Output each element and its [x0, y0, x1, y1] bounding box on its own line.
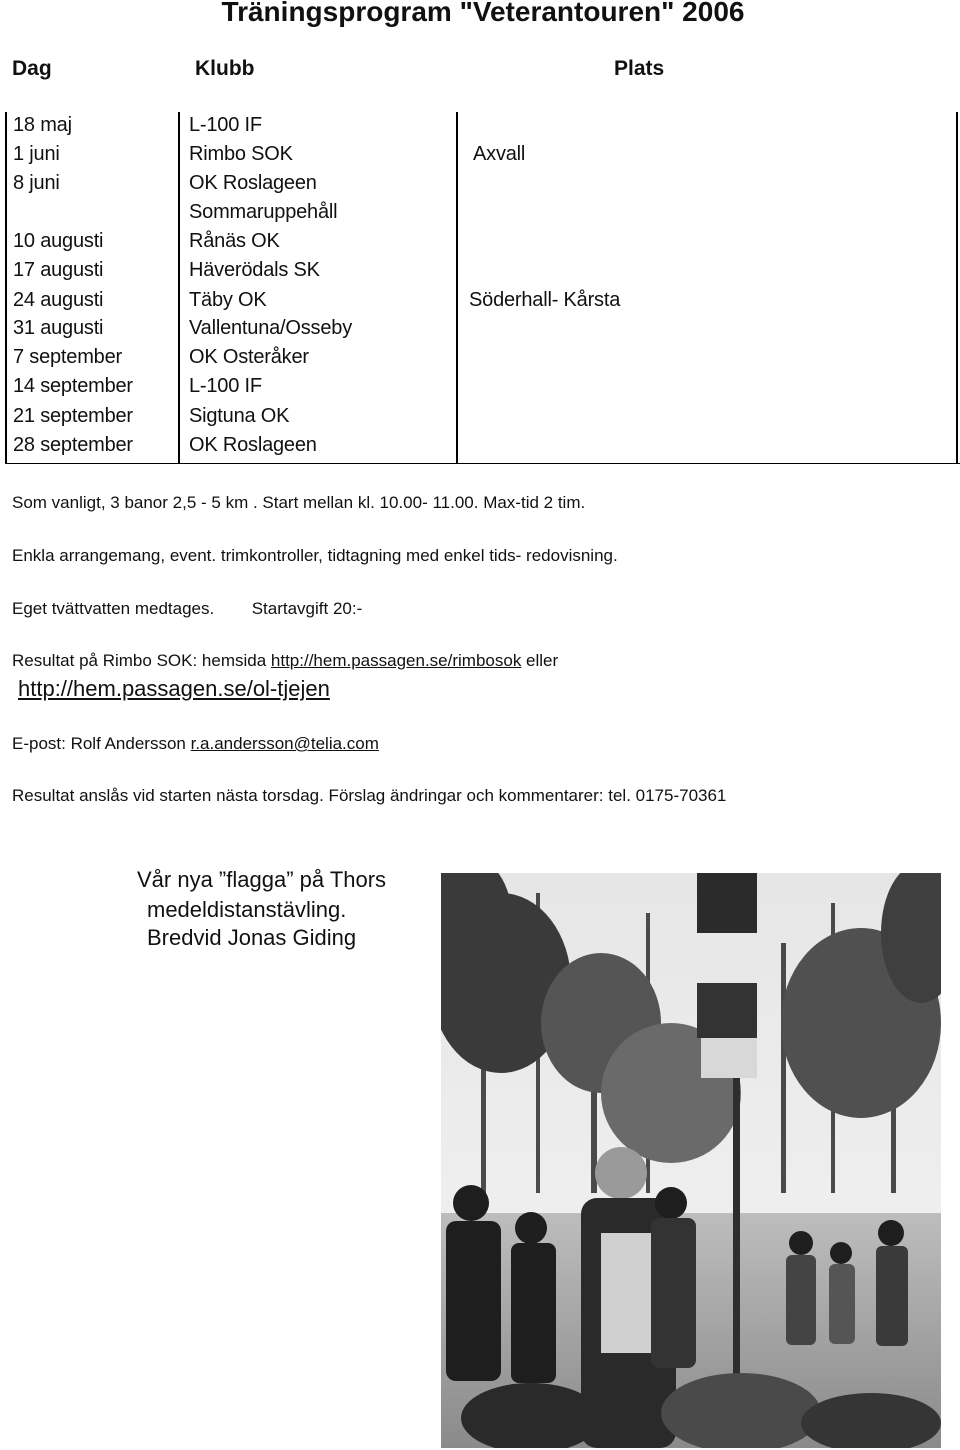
table-divider-2	[456, 112, 458, 464]
table-cell-dag: 31 augusti	[13, 317, 104, 339]
column-header-dag: Dag	[12, 57, 52, 80]
table-cell-klubb: Vallentuna/Osseby	[189, 317, 352, 339]
table-cell-plats: Söderhall- Kårsta	[469, 289, 621, 311]
rimbosok-link[interactable]: http://hem.passagen.se/rimbosok	[270, 651, 522, 670]
table-cell-dag: 7 september	[13, 346, 122, 368]
table-cell-klubb: Sigtuna OK	[189, 405, 290, 427]
table-border-right	[956, 112, 958, 464]
table-cell-klubb: OK Roslageen	[189, 172, 317, 194]
email-link[interactable]: r.a.andersson@telia.com	[190, 734, 379, 753]
photo-caption-line-1: Vår nya ”flagga” på Thors	[137, 867, 387, 892]
table-cell-dag: 28 september	[13, 434, 133, 456]
table-cell-klubb: L-100 IF	[189, 375, 262, 397]
wash-water-text: Eget tvättvatten medtages.	[12, 599, 215, 618]
table-cell-klubb: Sommaruppehåll	[189, 201, 338, 223]
column-header-klubb: Klubb	[195, 57, 255, 80]
table-border-bottom	[5, 463, 960, 464]
photo-caption-line-3: Bredvid Jonas Giding	[147, 925, 357, 950]
table-cell-klubb: Täby OK	[189, 289, 267, 311]
table-cell-klubb: Rånäs OK	[189, 230, 280, 252]
table-cell-klubb: L-100 IF	[189, 114, 262, 136]
table-cell-klubb: Häverödals SK	[189, 259, 320, 281]
table-cell-dag: 21 september	[13, 405, 133, 427]
table-cell-dag: 10 augusti	[13, 230, 104, 252]
column-header-plats: Plats	[614, 57, 665, 80]
info-line-contact: Resultat anslås vid starten nästa torsdag. Förslag ändringar och kommentarer: tel. 0175-70361	[12, 786, 727, 805]
table-cell-dag: 1 juni	[13, 143, 60, 165]
table-cell-klubb: OK Roslageen	[189, 434, 317, 456]
results-suffix: eller	[521, 651, 559, 670]
table-divider-1	[178, 112, 180, 464]
table-cell-klubb: Rimbo SOK	[189, 143, 293, 165]
info-line-email	[12, 734, 379, 754]
info-line-courses: Som vanligt, 3 banor 2,5 - 5 km . Start mellan kl. 10.00- 11.00. Max-tid 2 tim.	[12, 493, 586, 512]
schedule-table	[5, 112, 960, 464]
results-prefix: Resultat på Rimbo SOK: hemsida	[12, 651, 271, 670]
table-cell-dag: 24 augusti	[13, 289, 104, 311]
table-cell-plats: Axvall	[473, 143, 526, 165]
event-photo	[441, 873, 941, 1448]
page-title: Träningsprogram "Veterantouren" 2006	[221, 0, 745, 27]
table-cell-dag: 18 maj	[13, 114, 72, 136]
info-line-fee	[12, 599, 362, 619]
info-line-arrangements: Enkla arrangemang, event. trimkontroller, tidtagning med enkel tids- redovisning.	[12, 546, 618, 565]
table-cell-dag: 8 juni	[13, 172, 60, 194]
table-border-left	[5, 112, 7, 464]
table-cell-dag: 17 augusti	[13, 259, 104, 281]
info-line-results	[12, 651, 558, 671]
start-fee-text: Startavgift 20:-	[251, 599, 363, 618]
photo-caption-line-2: medeldistanstävling.	[147, 897, 347, 922]
table-cell-dag: 14 september	[13, 375, 133, 397]
ol-tjejen-link[interactable]: http://hem.passagen.se/ol-tjejen	[18, 676, 330, 701]
email-prefix: E-post: Rolf Andersson	[12, 734, 191, 753]
table-cell-klubb: OK Osteråker	[189, 346, 309, 368]
